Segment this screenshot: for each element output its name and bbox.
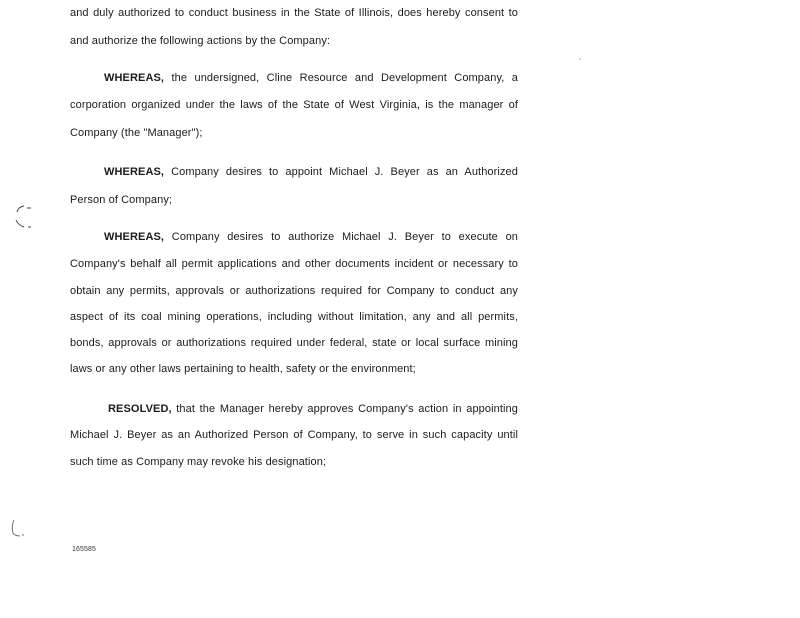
resolved-line-1-text: that the Manager hereby approves Company's action in appointing (176, 403, 518, 415)
whereas-3-line-6: laws or any other laws pertaining to health, safety or the environment; (70, 363, 416, 375)
whereas-3-line-5: bonds, approvals or authorizations required under federal, state or local surface mining (70, 337, 518, 349)
whereas-1-line-3: Company (the "Manager"); (70, 127, 203, 139)
whereas-3-line-1-text: Company desires to authorize Michael J. Beyer to execute on (171, 231, 519, 243)
document-number: 165585 (72, 546, 96, 553)
whereas-3-line-3: obtain any permits, approvals or authorizations required for Company to conduct any (70, 285, 518, 297)
whereas-2-line-1-text: Company desires to appoint Michael J. Beyer as an Authorized (171, 166, 518, 178)
scan-dot (578, 57, 582, 61)
whereas-1-keyword: WHEREAS, (104, 72, 165, 84)
scan-mark-bottom (6, 516, 30, 540)
intro-line-2: and authorize the following actions by the Company: (70, 35, 331, 47)
whereas-2-line-2: Person of Company; (70, 194, 173, 206)
intro-line-1: and duly authorized to conduct business in the State of Illinois, does hereby consent to (70, 7, 518, 19)
scan-mark-top (10, 200, 34, 234)
whereas-1-line-1-text: the undersigned, Cline Resource and Development Company, a (171, 72, 519, 84)
resolved-line-1 (108, 402, 518, 416)
whereas-2-keyword: WHEREAS, (104, 166, 165, 178)
whereas-3-keyword: WHEREAS, (104, 231, 165, 243)
whereas-1-line-1 (104, 71, 518, 85)
resolved-line-3: such time as Company may revoke his designation; (70, 456, 327, 468)
whereas-3-line-4: aspect of its coal mining operations, including without limitation, any and all permits, (70, 311, 518, 323)
resolved-line-2: Michael J. Beyer as an Authorized Person of Company, to serve in such capacity until (70, 429, 518, 441)
resolved-keyword: RESOLVED, (108, 403, 172, 415)
whereas-3-line-2: Company's behalf all permit applications and other documents incident or necessary to (70, 258, 518, 270)
whereas-1-line-2: corporation organized under the laws of the State of West Virginia, is the manager of (70, 99, 518, 111)
whereas-2-line-1 (104, 165, 518, 179)
whereas-3-line-1 (104, 230, 518, 244)
